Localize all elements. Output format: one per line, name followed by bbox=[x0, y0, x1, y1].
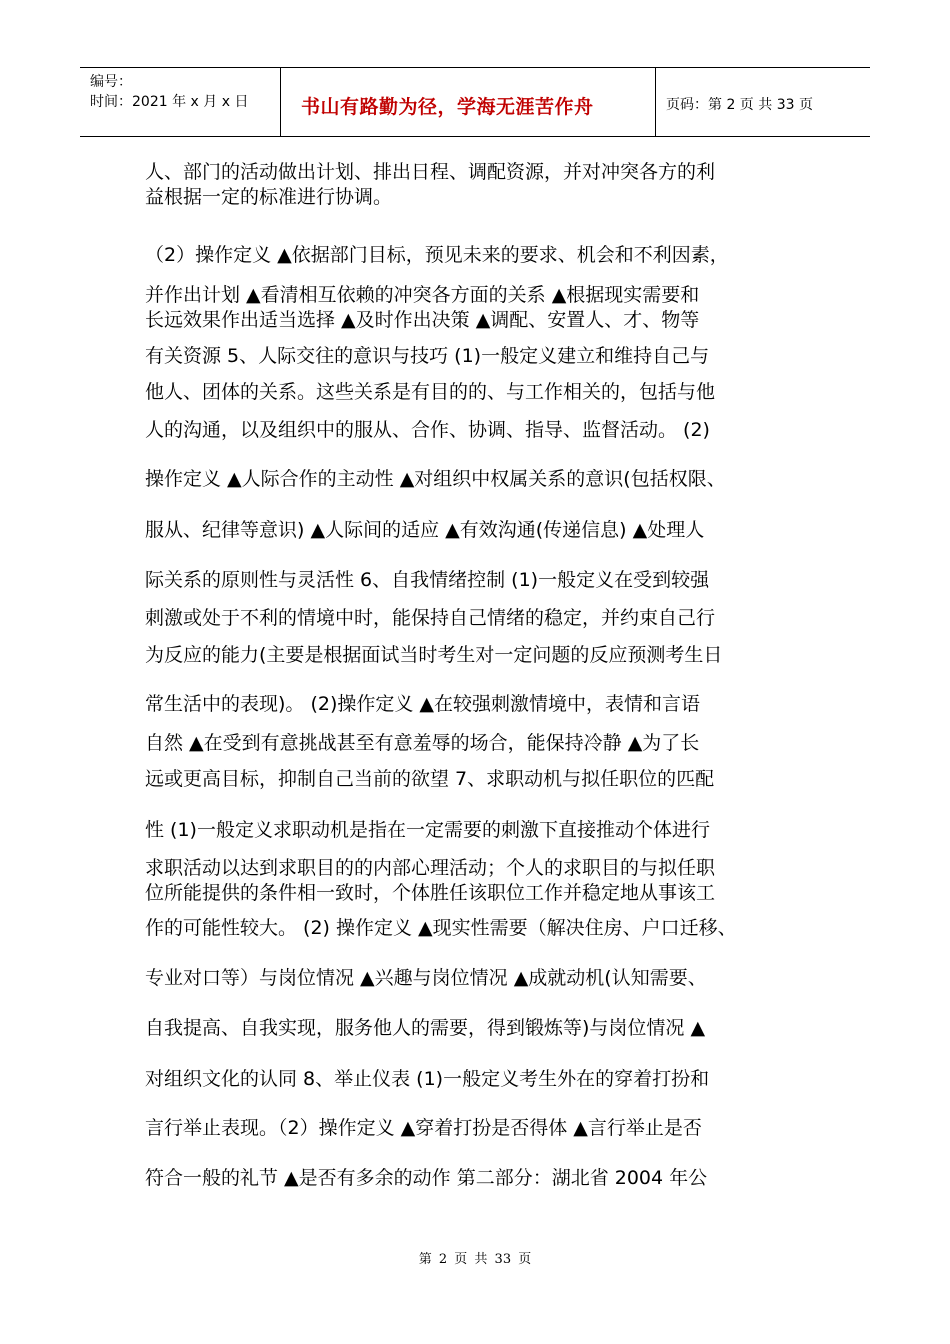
body-line: 服从、纪律等意识) ▲人际间的适应 ▲有效沟通(传递信息) ▲处理人 bbox=[145, 519, 705, 541]
body-line: 对组织文化的认同 8、举止仪表 (1)一般定义考生外在的穿着打扮和 bbox=[145, 1068, 710, 1090]
body-line: 为反应的能力(主要是根据面试当时考生对一定问题的反应预测考生日 bbox=[145, 644, 723, 666]
body-line: 人、部门的活动做出计划、排出日程、调配资源，并对冲突各方的利 bbox=[145, 161, 716, 183]
document-date-label: 时间：2021 年 x 月 x 日 bbox=[90, 94, 249, 110]
body-line: 位所能提供的条件相一致时，个体胜任该职位工作并稳定地从事该工 bbox=[145, 882, 716, 904]
body-line: 专业对口等）与岗位情况 ▲兴趣与岗位情况 ▲成就动机(认知需要、 bbox=[145, 967, 707, 989]
header-page-info: 页码：第 2 页 共 33 页 bbox=[666, 97, 813, 113]
body-line: 人的沟通，以及组织中的服从、合作、协调、指导、监督活动。 (2) bbox=[145, 419, 710, 441]
body-line: 长远效果作出适当选择 ▲及时作出决策 ▲调配、安置人、才、物等 bbox=[145, 309, 700, 331]
header-info-cell bbox=[80, 68, 281, 136]
body-line: （2）操作定义 ▲依据部门目标，预见未来的要求、机会和不利因素， bbox=[145, 244, 729, 266]
page-footer: 第 2 页 共 33 页 bbox=[418, 1252, 532, 1267]
body-line: 益根据一定的标准进行协调。 bbox=[145, 186, 393, 208]
page-header bbox=[80, 67, 870, 137]
body-line: 他人、团体的关系。这些关系是有目的的、与工作相关的，包括与他 bbox=[145, 381, 716, 403]
header-page-cell bbox=[656, 68, 870, 136]
body-line: 有关资源 5、人际交往的意识与技巧 (1)一般定义建立和维持自己与 bbox=[145, 345, 710, 367]
body-line: 操作定义 ▲人际合作的主动性 ▲对组织中权属关系的意识(包括权限、 bbox=[145, 468, 726, 490]
body-line: 常生活中的表现)。 (2)操作定义 ▲在较强刺激情境中，表情和言语 bbox=[145, 693, 701, 715]
body-line: 符合一般的礼节 ▲是否有多余的动作 第二部分：湖北省 2004 年公 bbox=[145, 1167, 708, 1189]
body-line: 作的可能性较大。 (2) 操作定义 ▲现实性需要（解决住房、户口迁移、 bbox=[145, 917, 737, 939]
body-line: 性 (1)一般定义求职动机是指在一定需要的刺激下直接推动个体进行 bbox=[145, 819, 710, 841]
body-line: 自然 ▲在受到有意挑战甚至有意羞辱的场合，能保持冷静 ▲为了长 bbox=[145, 732, 700, 754]
body-line: 求职活动以达到求职目的的内部心理活动；个人的求职目的与拟任职 bbox=[145, 857, 716, 879]
header-motto: 书山有路勤为径，学海无涯苦作舟 bbox=[301, 96, 594, 118]
body-line: 并作出计划 ▲看清相互依赖的冲突各方面的关系 ▲根据现实需要和 bbox=[145, 284, 700, 306]
body-line: 际关系的原则性与灵活性 6、自我情绪控制 (1)一般定义在受到较强 bbox=[145, 569, 710, 591]
document-number-label: 编号： bbox=[90, 74, 132, 90]
body-line: 自我提高、自我实现，服务他人的需要，得到锻炼等)与岗位情况 ▲ bbox=[145, 1017, 706, 1039]
header-motto-cell bbox=[281, 68, 656, 136]
body-line: 刺激或处于不利的情境中时，能保持自己情绪的稳定，并约束自己行 bbox=[145, 607, 716, 629]
body-line: 言行举止表现。（2）操作定义 ▲穿着打扮是否得体 ▲言行举止是否 bbox=[145, 1117, 702, 1139]
body-line: 远或更高目标，抑制自己当前的欲望 7、求职动机与拟任职位的匹配 bbox=[145, 768, 715, 790]
